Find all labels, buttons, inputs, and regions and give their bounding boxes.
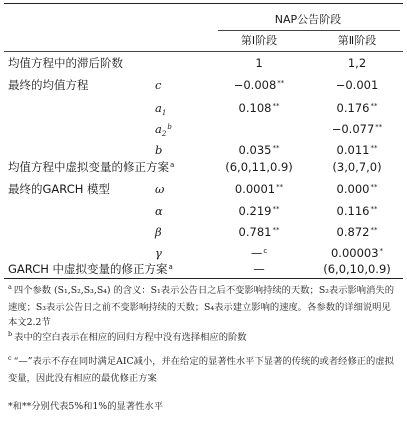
note-item [8,399,400,415]
value-stage-1 [216,225,302,239]
significance-mark: ** [370,144,378,152]
significance-mark: ** [370,183,378,191]
value-stage-2 [314,122,400,136]
header-group-label: NAP公告阶段 [274,13,342,26]
value-stage-1 [216,262,302,276]
value-stage-1 [216,160,302,174]
row-label [8,56,123,70]
header-col-stage-1: 第Ⅰ阶段 [240,34,278,47]
value-text: 0.219 [238,204,272,218]
row-label-text: 均值方程中的滞后阶数 [8,56,123,70]
parameter-symbol: α [155,204,163,218]
value-text: −0.001 [335,78,379,92]
row-parameter [155,101,166,115]
value-stage-1 [216,56,302,70]
row-label [8,262,173,276]
row-label [8,182,110,196]
significance-mark: ** [272,226,280,234]
value-text: 1,2 [347,56,367,70]
value-stage-1 [216,78,302,92]
row-parameter [155,225,162,239]
value-stage-1 [216,101,302,115]
header-bottom-rule [4,51,403,52]
significance-mark: ** [272,205,280,213]
significance-mark: ** [277,79,285,87]
significance-mark: ** [276,183,284,191]
significance-mark: * [379,247,384,255]
row-label-text: GARCH 中虚拟变量的修正方案 [8,262,168,276]
row-label [8,160,174,174]
value-stage-2 [314,56,400,70]
row-label-text: 均值方程中虚拟变量的修正方案 [8,160,169,174]
value-text: — [253,262,265,276]
value-stage-2 [314,143,400,157]
note-text: “—”表示不存在同时满足AIC减小，并在给定的显著性水平下显著的传统的或者经修正的虚拟变量，因此没有相应的最优修正方案 [8,356,394,384]
value-text: 0.108 [238,101,272,115]
value-stage-2 [314,246,400,260]
value-stage-2 [314,262,400,276]
value-text: 0.0001 [234,182,276,196]
note-text: 四个参数 (S₁,S₂,S₃,S₄) 的含义：S₁表示公告日之后不变影响持续的天数；S₂表示影响消失的速度；S₃表示公告日之前不变影响持续的天数；S₄表示建立影响的速度。各参数的详细说明见本文2.2节 [8,285,394,328]
row-parameter [155,78,161,92]
significance-mark: ** [272,102,280,110]
row-label-text: 最终的均值方程 [8,78,89,92]
significance-mark: ** [370,102,378,110]
value-text: — [250,246,263,260]
parameter-symbol: a [155,101,162,115]
parameter-subscript: 1 [161,109,167,117]
significance-mark: ** [370,226,378,234]
parameter-symbol: b [155,143,163,157]
parameter-symbol: γ [155,246,162,260]
value-stage-2 [314,101,400,115]
parameter-symbol: c [155,78,162,92]
header-group-rule [218,30,400,31]
value-text: 0.116 [336,204,370,218]
row-parameter [155,122,172,136]
value-text: 0.872 [336,225,370,239]
note-item [8,330,400,347]
value-stage-1 [216,182,302,196]
value-text: (6,0,10,0.9) [323,262,391,276]
value-stage-2 [314,160,400,174]
significance-mark: ** [370,205,378,213]
parameter-subscript: 2 [161,130,167,138]
value-text: 0.781 [238,225,272,239]
significance-mark: c [263,247,268,255]
value-stage-1 [216,143,302,157]
note-mark: a [8,283,12,291]
note-text: *和**分别代表5%和1%的显著性水平 [8,401,164,412]
value-stage-2 [314,182,400,196]
note-mark: b [8,330,13,338]
row-parameter [155,182,164,196]
parameter-note-mark: b [167,123,172,131]
note-item [8,354,400,386]
value-stage-2 [314,225,400,239]
row-label-note-mark: a [168,263,173,271]
value-stage-2 [314,204,400,218]
value-stage-1 [216,246,302,260]
significance-mark: ** [272,144,280,152]
row-label-note-mark: a [170,161,175,169]
value-stage-2 [314,78,400,92]
value-text: −0.008 [233,78,277,92]
value-text: 0.000 [336,182,370,196]
value-text: (3,0,7,0) [332,160,382,174]
header-col-stage-2: 第Ⅱ阶段 [337,34,377,47]
row-parameter [155,246,162,260]
row-parameter [155,204,163,218]
parameter-symbol: β [155,225,162,239]
significance-mark: ** [375,123,383,131]
table-bottom-rule [4,278,403,279]
row-label [8,78,89,92]
value-text: (6,0,11,0.9) [225,160,293,174]
parameter-symbol: a [155,122,162,136]
table-top-rule [4,3,403,4]
value-stage-1 [216,204,302,218]
value-text: 1 [255,56,263,70]
note-text: 表中的空白表示在相应的回归方程中没有选择相应的阶数 [14,332,247,343]
note-mark: c [8,354,12,362]
parameter-symbol: ω [155,182,165,196]
value-text: 0.011 [336,143,370,157]
value-text: −0.077 [331,122,375,136]
row-parameter [155,143,162,157]
note-item [8,283,400,331]
value-text: 0.176 [336,101,370,115]
value-text: 0.035 [238,143,272,157]
row-label-text: 最终的GARCH 模型 [8,182,111,196]
value-text: 0.00003 [330,246,379,260]
